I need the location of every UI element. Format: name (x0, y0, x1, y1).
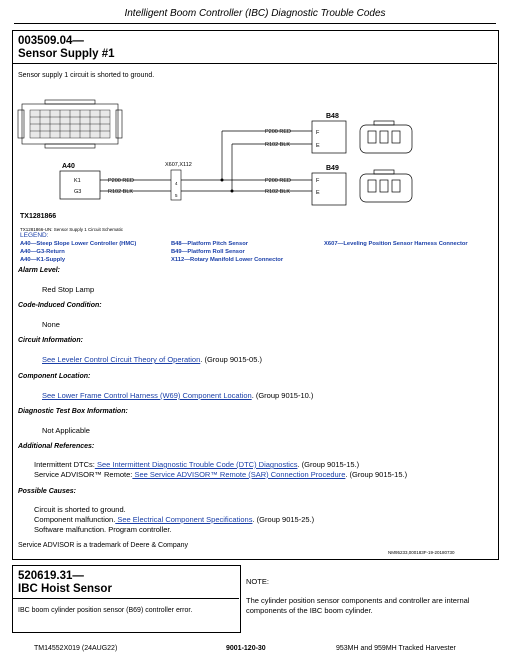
legend-item: X112—Rotary Manifold Lower Connector (171, 257, 284, 263)
a40-pin-k1: K1 (74, 178, 81, 184)
x607-label: X607,X112 (165, 162, 192, 168)
wire-label: P200 RED (265, 129, 291, 135)
code-induced-value: None (42, 320, 60, 329)
splice-dot (231, 190, 234, 193)
a40-label: A40 (62, 163, 75, 170)
legend-col-2 (171, 240, 321, 264)
legend-item: A40—K1-Supply (20, 257, 66, 263)
b48-label: B48 (326, 113, 339, 120)
group-ref: . (Group 9015-05.) (200, 355, 262, 364)
group-ref: . (Group 9015-25.) (252, 515, 315, 524)
code-induced-label: Code-Induced Condition: (18, 302, 102, 309)
header-rule (14, 23, 496, 24)
cause-prefix: Component malfunction. (34, 515, 116, 524)
wire-label: R102 BLK (265, 142, 291, 148)
wire-label: R102 BLK (265, 189, 291, 195)
title-rule (12, 63, 497, 64)
dtc-description: Sensor supply 1 circuit is shorted to ground. (18, 72, 155, 79)
a40-pin-g3: G3 (74, 189, 82, 195)
page-header: Intelligent Boom Controller (IBC) Diagnostic Trouble Codes (124, 8, 386, 19)
footer-product: 953MH and 959MH Tracked Harvester (336, 645, 456, 652)
figure-id: TX1281866 (20, 213, 57, 220)
trademark-note: Service ADVISOR is a trademark of Deere & Company (18, 542, 189, 549)
b49-sensor-drawing (360, 170, 412, 202)
dtc-code: 520619.31— (18, 570, 84, 582)
legend-col-3 (324, 240, 474, 248)
dtc-description: IBC boom cylinder position sensor (B69) controller error. (18, 607, 193, 614)
circuit-theory-link[interactable]: See Leveler Control Circuit Theory of Operation (42, 355, 201, 364)
b48-pin-f: F (316, 130, 320, 136)
sensor-supply-schematic (0, 90, 510, 210)
note-label: NOTE: (246, 577, 269, 586)
b49-pin-f: F (316, 178, 320, 184)
circuit-info-line (42, 355, 262, 364)
alarm-level-value: Red Stop Lamp (42, 285, 95, 294)
component-location-label: Component Location: (18, 373, 91, 380)
footer-doc-code: TM14552X019 (24AUG22) (34, 645, 118, 652)
b48-sensor-drawing (360, 121, 412, 153)
additional-ref-line-1 (34, 460, 359, 469)
alarm-level-label: Alarm Level: (18, 267, 61, 274)
splice-dot (221, 179, 224, 182)
figure-caption: TX1281866-UN: Sensor Supply 1 Circuit Schematic (20, 227, 124, 232)
sar-connection-link[interactable]: See Service ADVISOR™ Remote (SAR) Connection Procedure (132, 470, 346, 479)
group-ref: . (Group 9015-15.) (345, 470, 408, 479)
intermittent-dtc-link[interactable]: See Intermittent Diagnostic Trouble Code (DTC) Diagnostics (94, 460, 298, 469)
legend-title: LEGEND: (20, 232, 49, 239)
additional-ref-line-2 (34, 470, 407, 479)
cause-1: Circuit is shorted to ground. (34, 505, 126, 514)
x607-pin-5: 5 (175, 193, 178, 198)
group-ref: . (Group 9015-15.) (297, 460, 360, 469)
legend-item: B48—Platform Pitch Sensor (171, 241, 248, 247)
ref-prefix: Service ADVISOR™ Remote: (34, 470, 133, 479)
title-rule (12, 598, 239, 599)
component-specs-link[interactable]: See Electrical Component Specifications (115, 515, 253, 524)
legend-item: X607—Leveling Position Sensor Harness Connector (324, 241, 468, 247)
dtc-title: Sensor Supply #1 (18, 48, 115, 60)
b49-label: B49 (326, 165, 339, 172)
diag-box-value: Not Applicable (42, 426, 90, 435)
wire-label: R102 BLK (108, 189, 134, 195)
dtc-code: 003509.04— (18, 35, 84, 47)
component-location-line (42, 391, 313, 400)
dtc-title: IBC Hoist Sensor (18, 583, 112, 595)
legend-item: A40—Steep Slope Lower Controller (HMC) (20, 241, 137, 247)
diag-box-label: Diagnostic Test Box Information: (18, 408, 128, 415)
component-location-link[interactable]: See Lower Frame Control Harness (W69) Component Location (42, 391, 252, 400)
legend-item: A40—G3-Return (20, 249, 65, 255)
note-text: The cylinder position sensor components and controller are internal components of the IBC boom cylinder. (246, 596, 470, 615)
legend-col-1 (20, 240, 170, 264)
additional-refs-label: Additional References: (18, 443, 95, 450)
possible-causes-label: Possible Causes: (18, 488, 76, 495)
doc-id: NM95233,000183F-19-20180730 (388, 550, 455, 555)
wire-label: P200 RED (108, 178, 134, 184)
circuit-info-label: Circuit Information: (18, 337, 83, 344)
cause-2 (34, 515, 314, 524)
a40-connector-drawing (18, 100, 122, 148)
legend-item: B49—Platform Roll Sensor (171, 249, 245, 255)
wire-label: P200 RED (265, 178, 291, 184)
x607-pin-4: 4 (175, 181, 178, 186)
b49-pin-e: E (316, 190, 320, 196)
b48-pin-e: E (316, 143, 320, 149)
cause-3: Software malfunction. Program controller. (34, 525, 172, 534)
footer-page-number: 9001-120-30 (226, 645, 266, 652)
ref-prefix: Intermittent DTCs: (34, 460, 95, 469)
group-ref: . (Group 9015-10.) (251, 391, 314, 400)
